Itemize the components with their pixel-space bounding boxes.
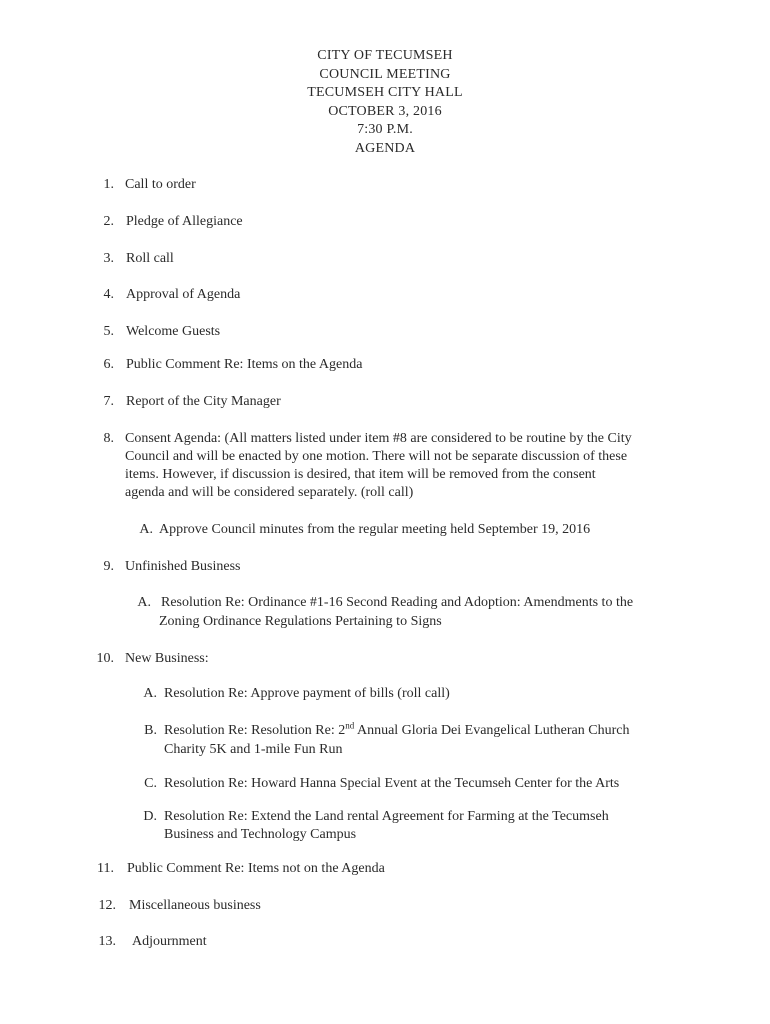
item-text: Miscellaneous business (129, 898, 261, 913)
item-text-line-2: Council and will be enacted by one motion. There will not be separate discussion of these (125, 449, 628, 464)
item-number: 12. (98, 898, 116, 913)
subitem-text-line-2: Charity 5K and 1-mile Fun Run (164, 742, 343, 757)
item-text: Welcome Guests (126, 324, 221, 339)
subitem-letter: A. (143, 686, 157, 701)
item-text: Public Comment Re: Items not on the Agenda (127, 861, 385, 876)
item-text-line-1: Consent Agenda: (All matters listed under item #8 are considered to be routine by the City (125, 431, 632, 446)
item-number: 5. (103, 324, 114, 339)
item-text: Unfinished Business (125, 559, 241, 574)
header-city: CITY OF TECUMSEH (317, 48, 453, 63)
item-text: Pledge of Allegiance (126, 214, 243, 229)
item-text-line-4: agenda and will be considered separately. (roll call) (125, 485, 414, 500)
item-number: 4. (103, 287, 114, 302)
subitem-text-post: Annual Gloria Dei Evangelical Lutheran Church (354, 723, 630, 738)
item-text: New Business: (125, 651, 209, 666)
item-number: 8. (103, 431, 114, 446)
subitem-text-line-2: Business and Technology Campus (164, 827, 357, 842)
item-text: Adjournment (132, 934, 207, 949)
item-text: Report of the City Manager (126, 394, 281, 409)
item-number: 11. (97, 861, 114, 876)
subitem-text-line-2: Zoning Ordinance Regulations Pertaining to Signs (159, 614, 442, 629)
item-text: Public Comment Re: Items on the Agenda (126, 357, 363, 372)
subitem-letter: A. (139, 522, 153, 537)
header-date: OCTOBER 3, 2016 (328, 103, 442, 119)
subitem-text-line-1: Resolution Re: Ordinance #1-16 Second Reading and Adoption: Amendments to the (161, 595, 634, 610)
subitem-letter: A. (137, 595, 151, 610)
subitem-text: Resolution Re: Howard Hanna Special Event at the Tecumseh Center for the Arts (164, 776, 620, 791)
header-location: TECUMSEH CITY HALL (307, 85, 463, 101)
item-number: 10. (96, 651, 114, 666)
subitem-letter: D. (143, 809, 157, 824)
ordinal-suffix: nd (345, 720, 355, 731)
subitem-text: Approve Council minutes from the regular meeting held September 19, 2016 (159, 522, 591, 537)
item-number: 1. (103, 177, 114, 192)
subitem-text-line-1 (164, 722, 629, 740)
header-title: AGENDA (354, 140, 416, 156)
item-text-line-3: items. However, if discussion is desired, that item will be removed from the consent (125, 467, 596, 482)
item-number: 2. (103, 214, 114, 229)
item-text: Roll call (126, 251, 174, 266)
subitem-letter: C. (144, 776, 157, 791)
agenda-header (0, 47, 770, 159)
header-time: 7:30 P.M. (357, 122, 413, 138)
item-text: Approval of Agenda (126, 287, 241, 302)
item-number: 7. (103, 394, 114, 409)
item-number: 6. (103, 357, 114, 372)
subitem-letter: B. (144, 723, 157, 738)
item-number: 9. (103, 559, 114, 574)
subitem-text: Resolution Re: Approve payment of bills (roll call) (164, 686, 450, 701)
header-meeting: COUNCIL MEETING (319, 66, 451, 82)
subitem-text-pre: Resolution Re: Resolution Re: 2 (164, 723, 346, 738)
item-number: 13. (98, 934, 116, 949)
item-text: Call to order (125, 177, 196, 192)
item-number: 3. (103, 251, 114, 266)
subitem-text-line-1: Resolution Re: Extend the Land rental Agreement for Farming at the Tecumseh (164, 809, 609, 824)
